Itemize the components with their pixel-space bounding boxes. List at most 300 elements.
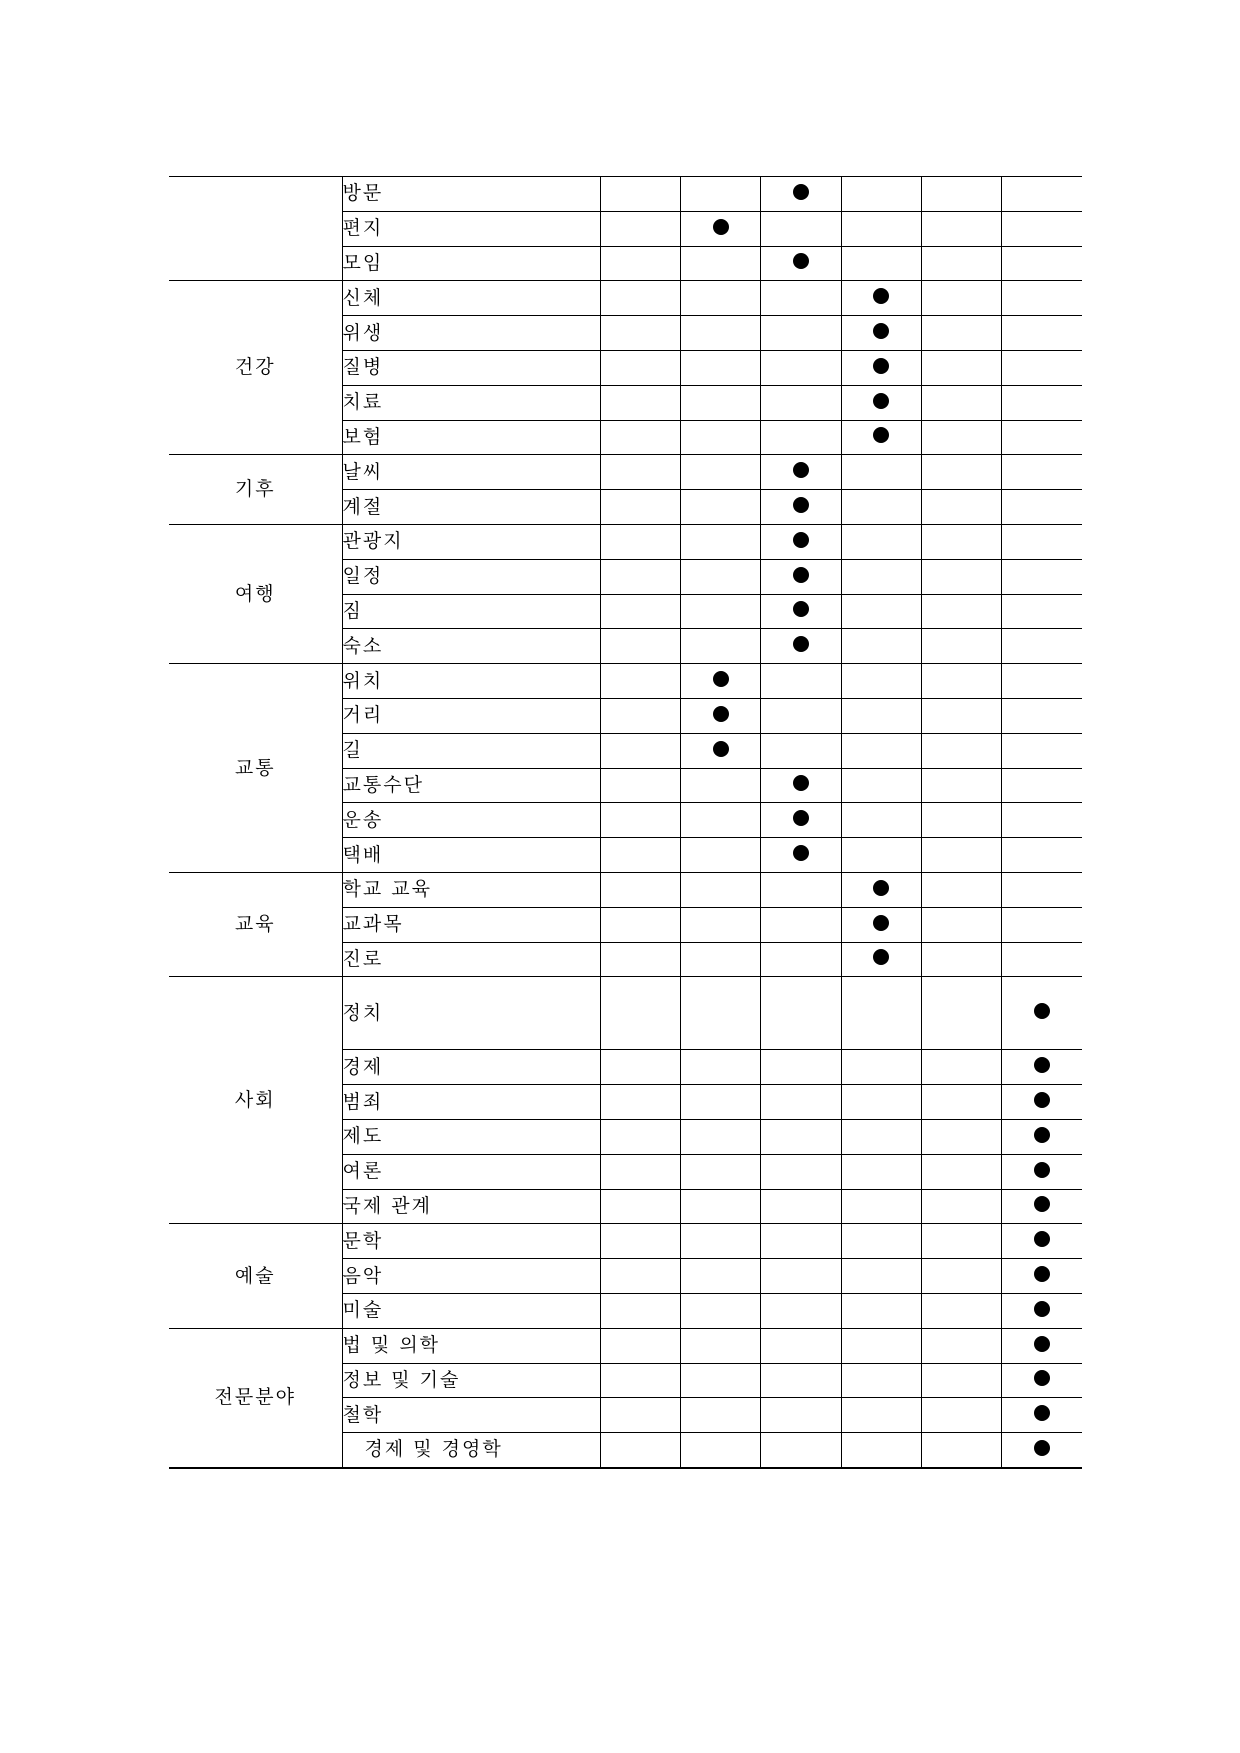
level-6-cell (1002, 177, 1082, 212)
level-6-cell (1002, 350, 1082, 385)
level-5-cell (921, 594, 1001, 629)
level-4-cell (841, 385, 921, 420)
level-2-cell (680, 420, 760, 455)
level-6-cell (1002, 872, 1082, 907)
level-1-cell (600, 559, 680, 594)
level-6-cell (1002, 1363, 1082, 1398)
topic-cell: 방문 (342, 177, 600, 212)
topic-cell: 제도 (342, 1119, 600, 1154)
category-cell: 기후 (169, 455, 342, 525)
level-6-cell (1002, 594, 1082, 629)
level-5-cell (921, 524, 1001, 559)
level-1-cell (600, 768, 680, 803)
level-3-cell (761, 246, 841, 281)
level-4-cell (841, 1259, 921, 1294)
level-3-cell (761, 1433, 841, 1468)
level-2-cell (680, 1085, 760, 1120)
level-4-cell (841, 1433, 921, 1468)
level-4-cell (841, 1398, 921, 1433)
level-3-cell (761, 1119, 841, 1154)
level-1-cell (600, 385, 680, 420)
level-4-cell (841, 246, 921, 281)
topic-cell: 범죄 (342, 1085, 600, 1120)
level-2-cell (680, 490, 760, 525)
level-4-cell (841, 977, 921, 1050)
topic-cell: 교통수단 (342, 768, 600, 803)
level-3-cell (761, 768, 841, 803)
level-4-cell (841, 316, 921, 351)
level-1-cell (600, 524, 680, 559)
level-3-cell (761, 211, 841, 246)
table-row (169, 977, 1082, 1050)
level-5-cell (921, 1293, 1001, 1328)
filled-circle-icon (1034, 1092, 1050, 1108)
level-3-cell (761, 1293, 841, 1328)
level-4-cell (841, 490, 921, 525)
level-2-cell (680, 803, 760, 838)
level-5-cell (921, 1224, 1001, 1259)
level-1-cell (600, 907, 680, 942)
level-6-cell (1002, 803, 1082, 838)
level-6-cell (1002, 385, 1082, 420)
filled-circle-icon (1034, 1057, 1050, 1073)
filled-circle-icon (713, 219, 729, 235)
filled-circle-icon (1034, 1266, 1050, 1282)
level-3-cell (761, 803, 841, 838)
level-3-cell (761, 1363, 841, 1398)
level-3-cell (761, 733, 841, 768)
level-5-cell (921, 1433, 1001, 1468)
level-1-cell (600, 733, 680, 768)
table-row (169, 1224, 1082, 1259)
level-1-cell (600, 1363, 680, 1398)
category-cell: 예술 (169, 1224, 342, 1328)
level-5-cell (921, 629, 1001, 664)
level-1-cell (600, 838, 680, 873)
level-2-cell (680, 698, 760, 733)
level-1-cell (600, 455, 680, 490)
level-3-cell (761, 316, 841, 351)
level-6-cell (1002, 490, 1082, 525)
level-1-cell (600, 1224, 680, 1259)
table-body (169, 177, 1082, 1468)
level-2-cell (680, 1259, 760, 1294)
filled-circle-icon (793, 810, 809, 826)
level-5-cell (921, 420, 1001, 455)
level-5-cell (921, 490, 1001, 525)
topic-cell: 짐 (342, 594, 600, 629)
level-3-cell (761, 977, 841, 1050)
level-1-cell (600, 420, 680, 455)
level-3-cell (761, 664, 841, 699)
filled-circle-icon (793, 253, 809, 269)
filled-circle-icon (1034, 1405, 1050, 1421)
level-4-cell (841, 1363, 921, 1398)
level-4-cell (841, 1050, 921, 1085)
level-5-cell (921, 1398, 1001, 1433)
level-6-cell (1002, 838, 1082, 873)
level-6-cell (1002, 524, 1082, 559)
category-cell: 교통 (169, 664, 342, 873)
level-1-cell (600, 942, 680, 977)
level-3-cell (761, 698, 841, 733)
level-1-cell (600, 1328, 680, 1363)
level-4-cell (841, 1154, 921, 1189)
level-2-cell (680, 977, 760, 1050)
level-6-cell (1002, 768, 1082, 803)
level-2-cell (680, 524, 760, 559)
level-5-cell (921, 455, 1001, 490)
filled-circle-icon (1034, 1127, 1050, 1143)
level-3-cell (761, 838, 841, 873)
filled-circle-icon (793, 636, 809, 652)
level-5-cell (921, 1189, 1001, 1224)
level-1-cell (600, 490, 680, 525)
level-1-cell (600, 1050, 680, 1085)
filled-circle-icon (793, 462, 809, 478)
topic-cell: 계절 (342, 490, 600, 525)
level-4-cell (841, 1224, 921, 1259)
filled-circle-icon (1034, 1003, 1050, 1019)
topic-cell: 모임 (342, 246, 600, 281)
level-4-cell (841, 1328, 921, 1363)
level-5-cell (921, 1328, 1001, 1363)
level-2-cell (680, 455, 760, 490)
topic-cell: 치료 (342, 385, 600, 420)
level-1-cell (600, 872, 680, 907)
topic-cell: 위생 (342, 316, 600, 351)
topic-cell: 편지 (342, 211, 600, 246)
category-cell: 여행 (169, 524, 342, 663)
topic-cell: 운송 (342, 803, 600, 838)
filled-circle-icon (713, 741, 729, 757)
level-2-cell (680, 1189, 760, 1224)
level-6-cell (1002, 1398, 1082, 1433)
level-5-cell (921, 698, 1001, 733)
filled-circle-icon (873, 427, 889, 443)
level-6-cell (1002, 733, 1082, 768)
filled-circle-icon (873, 949, 889, 965)
filled-circle-icon (1034, 1336, 1050, 1352)
topic-cell: 질병 (342, 350, 600, 385)
level-1-cell (600, 629, 680, 664)
level-6-cell (1002, 455, 1082, 490)
level-2-cell (680, 385, 760, 420)
level-2-cell (680, 907, 760, 942)
level-5-cell (921, 1119, 1001, 1154)
filled-circle-icon (1034, 1440, 1050, 1456)
topic-cell: 경제 (342, 1050, 600, 1085)
topic-cell: 택배 (342, 838, 600, 873)
level-2-cell (680, 1050, 760, 1085)
topic-cell: 국제 관계 (342, 1189, 600, 1224)
topic-cell: 음악 (342, 1259, 600, 1294)
level-4-cell (841, 698, 921, 733)
level-6-cell (1002, 977, 1082, 1050)
level-2-cell (680, 872, 760, 907)
level-1-cell (600, 1119, 680, 1154)
level-3-cell (761, 872, 841, 907)
level-3-cell (761, 1224, 841, 1259)
level-6-cell (1002, 1154, 1082, 1189)
level-4-cell (841, 733, 921, 768)
level-3-cell (761, 1259, 841, 1294)
level-2-cell (680, 1433, 760, 1468)
level-4-cell (841, 524, 921, 559)
level-5-cell (921, 664, 1001, 699)
level-5-cell (921, 1259, 1001, 1294)
filled-circle-icon (793, 845, 809, 861)
filled-circle-icon (873, 915, 889, 931)
level-2-cell (680, 1224, 760, 1259)
level-6-cell (1002, 1433, 1082, 1468)
filled-circle-icon (873, 323, 889, 339)
topic-cell: 신체 (342, 281, 600, 316)
filled-circle-icon (793, 532, 809, 548)
topic-level-table (169, 176, 1082, 1469)
level-4-cell (841, 177, 921, 212)
topic-cell: 학교 교육 (342, 872, 600, 907)
level-5-cell (921, 1050, 1001, 1085)
level-2-cell (680, 629, 760, 664)
filled-circle-icon (873, 288, 889, 304)
level-3-cell (761, 177, 841, 212)
filled-circle-icon (793, 567, 809, 583)
topic-cell: 날씨 (342, 455, 600, 490)
level-5-cell (921, 1085, 1001, 1120)
level-4-cell (841, 211, 921, 246)
level-1-cell (600, 1398, 680, 1433)
level-2-cell (680, 942, 760, 977)
level-3-cell (761, 490, 841, 525)
level-4-cell (841, 907, 921, 942)
level-6-cell (1002, 1328, 1082, 1363)
topic-cell: 경제 및 경영학 (342, 1433, 600, 1468)
topic-cell: 문학 (342, 1224, 600, 1259)
level-5-cell (921, 350, 1001, 385)
level-1-cell (600, 594, 680, 629)
level-4-cell (841, 838, 921, 873)
topic-cell: 위치 (342, 664, 600, 699)
filled-circle-icon (793, 184, 809, 200)
topic-cell: 법 및 의학 (342, 1328, 600, 1363)
level-6-cell (1002, 629, 1082, 664)
level-5-cell (921, 559, 1001, 594)
level-4-cell (841, 420, 921, 455)
level-3-cell (761, 1189, 841, 1224)
level-2-cell (680, 838, 760, 873)
table-row (169, 281, 1082, 316)
level-5-cell (921, 1363, 1001, 1398)
level-3-cell (761, 559, 841, 594)
level-2-cell (680, 1328, 760, 1363)
level-1-cell (600, 698, 680, 733)
level-6-cell (1002, 211, 1082, 246)
table-row (169, 524, 1082, 559)
level-6-cell (1002, 907, 1082, 942)
level-2-cell (680, 664, 760, 699)
level-4-cell (841, 594, 921, 629)
level-4-cell (841, 1085, 921, 1120)
topic-cell: 거리 (342, 698, 600, 733)
topic-cell: 진로 (342, 942, 600, 977)
topic-cell: 정치 (342, 977, 600, 1050)
level-6-cell (1002, 698, 1082, 733)
level-4-cell (841, 455, 921, 490)
filled-circle-icon (1034, 1370, 1050, 1386)
topic-cell: 관광지 (342, 524, 600, 559)
level-1-cell (600, 177, 680, 212)
level-2-cell (680, 246, 760, 281)
topic-cell: 교과목 (342, 907, 600, 942)
filled-circle-icon (713, 706, 729, 722)
level-5-cell (921, 316, 1001, 351)
level-2-cell (680, 594, 760, 629)
level-1-cell (600, 1259, 680, 1294)
level-1-cell (600, 1433, 680, 1468)
topic-cell: 길 (342, 733, 600, 768)
level-2-cell (680, 350, 760, 385)
level-6-cell (1002, 420, 1082, 455)
level-5-cell (921, 177, 1001, 212)
level-1-cell (600, 1189, 680, 1224)
topic-cell: 숙소 (342, 629, 600, 664)
level-5-cell (921, 872, 1001, 907)
level-5-cell (921, 1154, 1001, 1189)
level-4-cell (841, 1119, 921, 1154)
category-cell: 교육 (169, 872, 342, 976)
level-4-cell (841, 1189, 921, 1224)
table-row (169, 872, 1082, 907)
level-5-cell (921, 803, 1001, 838)
filled-circle-icon (793, 601, 809, 617)
level-5-cell (921, 768, 1001, 803)
filled-circle-icon (1034, 1162, 1050, 1178)
level-1-cell (600, 1293, 680, 1328)
topic-cell: 여론 (342, 1154, 600, 1189)
level-6-cell (1002, 1119, 1082, 1154)
category-cell: 전문분야 (169, 1328, 342, 1468)
level-5-cell (921, 907, 1001, 942)
level-6-cell (1002, 1259, 1082, 1294)
level-1-cell (600, 281, 680, 316)
category-cell: 사회 (169, 977, 342, 1224)
level-3-cell (761, 524, 841, 559)
level-4-cell (841, 1293, 921, 1328)
level-1-cell (600, 1085, 680, 1120)
filled-circle-icon (873, 880, 889, 896)
level-5-cell (921, 385, 1001, 420)
level-4-cell (841, 629, 921, 664)
level-6-cell (1002, 1189, 1082, 1224)
level-6-cell (1002, 664, 1082, 699)
level-6-cell (1002, 316, 1082, 351)
level-3-cell (761, 281, 841, 316)
level-5-cell (921, 733, 1001, 768)
topic-cell: 정보 및 기술 (342, 1363, 600, 1398)
filled-circle-icon (873, 393, 889, 409)
level-2-cell (680, 177, 760, 212)
level-6-cell (1002, 1293, 1082, 1328)
level-6-cell (1002, 281, 1082, 316)
level-6-cell (1002, 1050, 1082, 1085)
level-4-cell (841, 281, 921, 316)
level-1-cell (600, 1154, 680, 1189)
level-1-cell (600, 246, 680, 281)
level-2-cell (680, 281, 760, 316)
level-3-cell (761, 907, 841, 942)
level-2-cell (680, 768, 760, 803)
table-row (169, 1328, 1082, 1363)
category-cell (169, 177, 342, 281)
table-row (169, 664, 1082, 699)
level-2-cell (680, 211, 760, 246)
level-5-cell (921, 838, 1001, 873)
level-3-cell (761, 1328, 841, 1363)
filled-circle-icon (1034, 1196, 1050, 1212)
topic-cell: 일정 (342, 559, 600, 594)
level-4-cell (841, 350, 921, 385)
level-5-cell (921, 281, 1001, 316)
level-2-cell (680, 1363, 760, 1398)
level-4-cell (841, 942, 921, 977)
level-3-cell (761, 350, 841, 385)
filled-circle-icon (873, 358, 889, 374)
filled-circle-icon (713, 671, 729, 687)
level-1-cell (600, 664, 680, 699)
level-3-cell (761, 420, 841, 455)
category-cell: 건강 (169, 281, 342, 455)
level-1-cell (600, 350, 680, 385)
table-row (169, 177, 1082, 212)
level-6-cell (1002, 559, 1082, 594)
level-3-cell (761, 1085, 841, 1120)
level-2-cell (680, 1398, 760, 1433)
level-2-cell (680, 1293, 760, 1328)
filled-circle-icon (1034, 1301, 1050, 1317)
level-3-cell (761, 942, 841, 977)
level-3-cell (761, 629, 841, 664)
filled-circle-icon (793, 775, 809, 791)
level-1-cell (600, 316, 680, 351)
filled-circle-icon (1034, 1231, 1050, 1247)
level-3-cell (761, 385, 841, 420)
level-2-cell (680, 1119, 760, 1154)
level-6-cell (1002, 246, 1082, 281)
level-2-cell (680, 733, 760, 768)
level-1-cell (600, 977, 680, 1050)
level-1-cell (600, 803, 680, 838)
level-4-cell (841, 559, 921, 594)
level-5-cell (921, 942, 1001, 977)
topic-cell: 보험 (342, 420, 600, 455)
level-3-cell (761, 1154, 841, 1189)
level-2-cell (680, 1154, 760, 1189)
level-5-cell (921, 246, 1001, 281)
level-4-cell (841, 872, 921, 907)
level-6-cell (1002, 1085, 1082, 1120)
level-3-cell (761, 1050, 841, 1085)
level-5-cell (921, 211, 1001, 246)
topic-cell: 미술 (342, 1293, 600, 1328)
table-row (169, 455, 1082, 490)
level-1-cell (600, 211, 680, 246)
level-6-cell (1002, 942, 1082, 977)
topic-cell: 철학 (342, 1398, 600, 1433)
level-6-cell (1002, 1224, 1082, 1259)
level-2-cell (680, 316, 760, 351)
filled-circle-icon (793, 497, 809, 513)
